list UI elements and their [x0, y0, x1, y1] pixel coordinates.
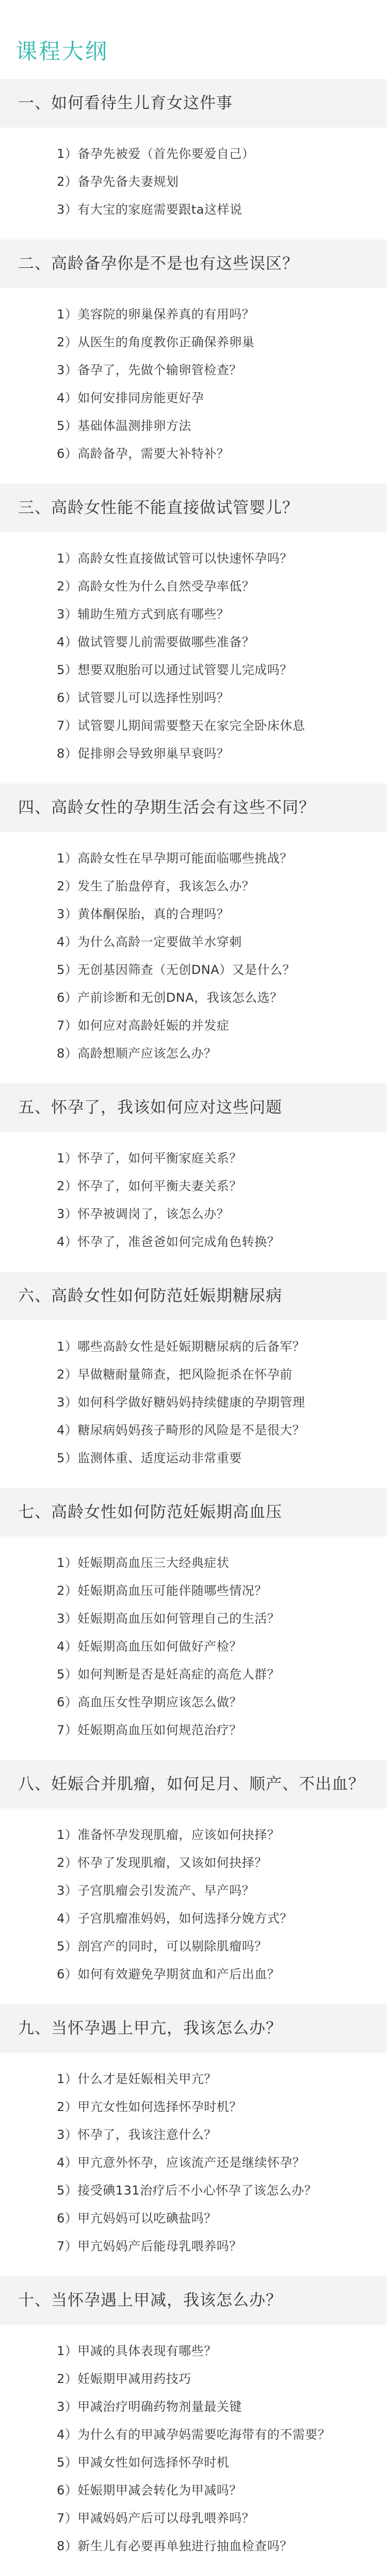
- lesson-title: 8）新生儿有必要再单独进行抽血检查吗？: [57, 2539, 293, 2553]
- lesson-title: 4）为什么有的甲减孕妈需要吃海带有的不需要？: [57, 2427, 331, 2442]
- lesson-item[interactable]: [0, 1605, 387, 1633]
- lesson-title: 2）备孕先备夫妻规划: [57, 174, 179, 189]
- lesson-list: [0, 1132, 387, 1260]
- lesson-title: 3）辅助生殖方式到底有哪些？: [57, 607, 230, 621]
- lesson-item[interactable]: [0, 412, 387, 440]
- lesson-item[interactable]: [0, 1577, 387, 1605]
- lesson-item[interactable]: [0, 384, 387, 412]
- lesson-title: 1）妊娠期高血压三大经典症状: [57, 1556, 230, 1570]
- chapter-title: 八、妊娠合并肌瘤，如何足月、顺产、不出血？: [18, 1775, 365, 1794]
- lesson-item[interactable]: [0, 2177, 387, 2204]
- lesson-item[interactable]: [0, 2337, 387, 2365]
- lesson-item[interactable]: [0, 712, 387, 740]
- lesson-title: 6）如何有效避免孕期贫血和产后出血？: [57, 1967, 280, 1981]
- lesson-title: 5）接受碘131治疗后不小心怀孕了该怎么办？: [57, 2183, 317, 2198]
- lesson-title: 5）剖宫产的同时，可以剔除肌瘤吗？: [57, 1939, 267, 1954]
- lesson-item[interactable]: [0, 2504, 387, 2532]
- lesson-item[interactable]: [0, 628, 387, 656]
- lesson-title: 5）基础体温测排卵方法: [57, 419, 191, 433]
- chapter-title: 三、高龄女性能不能直接做试管婴儿？: [18, 499, 299, 517]
- lesson-item[interactable]: [0, 356, 387, 384]
- chapter-list: [0, 79, 387, 2576]
- lesson-item[interactable]: [0, 740, 387, 767]
- lesson-item[interactable]: [0, 2421, 387, 2449]
- lesson-item[interactable]: [0, 1549, 387, 1577]
- lesson-item[interactable]: [0, 2532, 387, 2560]
- lesson-title: 1）高龄女性在早孕期可能面临哪些挑战？: [57, 851, 293, 866]
- lesson-title: 2）高龄女性为什么自然受孕率低？: [57, 579, 255, 594]
- lesson-item[interactable]: [0, 1877, 387, 1905]
- chapter-title: 十、当怀孕遇上甲减，我该怎么办？: [18, 2291, 282, 2310]
- lesson-item[interactable]: [0, 600, 387, 628]
- lesson-item[interactable]: [0, 328, 387, 356]
- lesson-item[interactable]: [0, 1012, 387, 1039]
- lesson-item[interactable]: [0, 572, 387, 600]
- lesson-title: 5）如何判断是否是妊高症的高危人群？: [57, 1667, 280, 1682]
- lesson-list: [0, 127, 387, 228]
- lesson-title: 3）如何科学做好糖妈妈持续健康的孕期管理: [57, 1395, 305, 1410]
- chapter-section: [0, 2004, 387, 2264]
- lesson-title: 3）怀孕被调岗了，该怎么办？: [57, 1207, 230, 1221]
- chapter-title: 五、怀孕了，我该如何应对这些问题: [18, 1098, 282, 1117]
- chapter-section: [0, 484, 387, 772]
- chapter-section: [0, 2276, 387, 2564]
- lesson-title: 3）有大宝的家庭需要跟ta这样说: [57, 202, 243, 217]
- lesson-item[interactable]: [0, 1688, 387, 1716]
- lesson-item[interactable]: [0, 2449, 387, 2476]
- chapter-header[interactable]: [0, 783, 387, 832]
- lesson-title: 2）早做糖耐量筛查，把风险扼杀在怀孕前: [57, 1367, 293, 1382]
- lesson-item[interactable]: [0, 2232, 387, 2260]
- lesson-item[interactable]: [0, 2149, 387, 2177]
- chapter-section: [0, 1760, 387, 1992]
- chapter-section: [0, 239, 387, 472]
- chapter-title: 四、高龄女性的孕期生活会有这些不同？: [18, 798, 315, 817]
- lesson-title: 4）糖尿病妈妈孩子畸形的风险是不是很大？: [57, 1423, 305, 1437]
- chapter-title: 七、高龄女性如何防范妊娠期高血压: [18, 1503, 282, 1522]
- lesson-title: 3）怀孕了，我该注意什么？: [57, 2127, 217, 2142]
- lesson-item[interactable]: [0, 1388, 387, 1416]
- lesson-title: 6）高血压女性孕期应该怎么做？: [57, 1695, 242, 1709]
- lesson-item[interactable]: [0, 1416, 387, 1444]
- chapter-section: [0, 1488, 387, 1748]
- lesson-title: 1）什么才是妊娠相关甲亢？: [57, 2072, 217, 2086]
- lesson-title: 4）妊娠期高血压如何做好产检？: [57, 1639, 242, 1654]
- chapter-title: 二、高龄备孕你是不是也有这些误区？: [18, 254, 299, 273]
- lesson-item[interactable]: [0, 2476, 387, 2504]
- lesson-item[interactable]: [0, 844, 387, 872]
- lesson-title: 8）高龄想顺产应该怎么办？: [57, 1046, 217, 1061]
- lesson-title: 4）为什么高龄一定要做羊水穿刺: [57, 935, 242, 949]
- lesson-title: 3）妊娠期高血压如何管理自己的生活？: [57, 1611, 280, 1626]
- lesson-list: [0, 2053, 387, 2264]
- chapter-title: 一、如何看待生儿育女这件事: [18, 94, 233, 113]
- lesson-title: 4）怀孕了，准爸爸如何完成角色转换？: [57, 1235, 280, 1249]
- lesson-item[interactable]: [0, 1228, 387, 1256]
- lesson-item[interactable]: [0, 1144, 387, 1172]
- lesson-item[interactable]: [0, 984, 387, 1012]
- lesson-item[interactable]: [0, 1849, 387, 1877]
- lesson-list: [0, 2325, 387, 2564]
- lesson-item[interactable]: [0, 2121, 387, 2149]
- lesson-title: 7）如何应对高龄妊娠的并发症: [57, 1018, 230, 1033]
- lesson-title: 5）甲减女性如何选择怀孕时机: [57, 2455, 230, 2470]
- lesson-item[interactable]: [0, 1660, 387, 1688]
- lesson-title: 7）试管婴儿期间需要整天在家完全卧床休息: [57, 718, 305, 733]
- lesson-title: 5）无创基因筛查（无创DNA）又是什么？: [57, 963, 296, 977]
- lesson-title: 1）备孕先被爱（首先你要爱自己）: [57, 147, 255, 161]
- lesson-list: [0, 832, 387, 1071]
- lesson-item[interactable]: [0, 1905, 387, 1932]
- lesson-item[interactable]: [0, 196, 387, 223]
- lesson-item[interactable]: [0, 1361, 387, 1388]
- chapter-header[interactable]: [0, 2276, 387, 2325]
- lesson-title: 3）备孕了，先做个输卵管检查？: [57, 363, 242, 377]
- chapter-section: [0, 783, 387, 1071]
- lesson-item[interactable]: [0, 140, 387, 168]
- lesson-item[interactable]: [0, 1200, 387, 1228]
- lesson-item[interactable]: [0, 1960, 387, 1988]
- lesson-title: 1）美容院的卵巢保养真的有用吗？: [57, 307, 255, 322]
- lesson-item[interactable]: [0, 545, 387, 572]
- lesson-title: 4）如何安排同房能更好孕: [57, 391, 204, 405]
- lesson-item[interactable]: [0, 1821, 387, 1849]
- lesson-item[interactable]: [0, 2365, 387, 2393]
- chapter-title: 六、高龄女性如何防范妊娠期糖尿病: [18, 1287, 282, 1305]
- chapter-header[interactable]: [0, 239, 387, 288]
- lesson-item[interactable]: [0, 2065, 387, 2093]
- lesson-title: 6）试管婴儿可以选择性别吗？: [57, 691, 230, 705]
- lesson-title: 2）妊娠期高血压可能伴随哪些情况？: [57, 1583, 267, 1598]
- lesson-item[interactable]: [0, 656, 387, 684]
- lesson-title: 2）甲亢女性如何选择怀孕时机？: [57, 2100, 242, 2114]
- lesson-title: 1）准备怀孕发现肌瘤，应该如何抉择？: [57, 1828, 280, 1842]
- lesson-item[interactable]: [0, 1444, 387, 1472]
- lesson-item[interactable]: [0, 2204, 387, 2232]
- lesson-title: 6）妊娠期甲减会转化为甲减吗？: [57, 2483, 242, 2498]
- chapter-header[interactable]: [0, 2004, 387, 2053]
- lesson-title: 1）怀孕了，如何平衡家庭关系？: [57, 1151, 242, 1165]
- lesson-list: [0, 1809, 387, 1992]
- page-title: 课程大纲: [15, 39, 109, 64]
- chapter-title: 九、当怀孕遇上甲亢，我该怎么办？: [18, 2019, 282, 2038]
- lesson-item[interactable]: [0, 872, 387, 900]
- lesson-title: 8）促排卵会导致卵巢早衰吗？: [57, 746, 230, 761]
- lesson-item[interactable]: [0, 928, 387, 956]
- lesson-item[interactable]: [0, 2393, 387, 2421]
- chapter-header[interactable]: [0, 484, 387, 532]
- lesson-item[interactable]: [0, 440, 387, 468]
- lesson-title: 1）哪些高龄女性是妊娠期糖尿病的后备军？: [57, 1339, 305, 1354]
- lesson-title: 3）子宫肌瘤会引发流产、早产吗？: [57, 1883, 255, 1898]
- lesson-title: 4）子宫肌瘤准妈妈，如何选择分娩方式？: [57, 1911, 293, 1926]
- lesson-title: 7）甲亢妈妈产后能母乳喂养吗？: [57, 2239, 242, 2253]
- lesson-title: 1）高龄女性直接做试管可以快速怀孕吗？: [57, 551, 293, 566]
- chapter-section: [0, 79, 387, 228]
- lesson-title: 3）甲减治疗明确药物剂量最关键: [57, 2399, 242, 2414]
- chapter-header[interactable]: [0, 1760, 387, 1809]
- lesson-item[interactable]: [0, 1932, 387, 1960]
- chapter-header[interactable]: [0, 79, 387, 127]
- lesson-list: [0, 532, 387, 772]
- lesson-item[interactable]: [0, 1039, 387, 1067]
- lesson-title: 7）甲减妈妈产后可以母乳喂养吗？: [57, 2511, 255, 2525]
- lesson-item[interactable]: [0, 300, 387, 328]
- lesson-title: 7）妊娠期高血压如何规范治疗？: [57, 1723, 242, 1737]
- lesson-item[interactable]: [0, 684, 387, 712]
- lesson-title: 6）产前诊断和无创DNA，我该怎么选？: [57, 990, 283, 1005]
- chapter-header[interactable]: [0, 1083, 387, 1132]
- lesson-title: 2）从医生的角度教你正确保养卵巢: [57, 335, 255, 349]
- chapter-header[interactable]: [0, 1272, 387, 1320]
- lesson-title: 2）怀孕了，如何平衡夫妻关系？: [57, 1179, 242, 1193]
- lesson-title: 3）黄体酮保胎，真的合理吗？: [57, 907, 230, 921]
- lesson-list: [0, 1320, 387, 1476]
- lesson-title: 2）怀孕了发现肌瘤，又该如何抉择？: [57, 1855, 267, 1870]
- chapter-section: [0, 1272, 387, 1476]
- lesson-list: [0, 288, 387, 472]
- lesson-title: 6）甲亢妈妈可以吃碘盐吗？: [57, 2211, 217, 2226]
- lesson-item[interactable]: [0, 1716, 387, 1744]
- lesson-title: 4）做试管婴儿前需要做哪些准备？: [57, 635, 255, 649]
- lesson-item[interactable]: [0, 1172, 387, 1200]
- lesson-item[interactable]: [0, 168, 387, 196]
- lesson-title: 4）甲亢意外怀孕，应该流产还是继续怀孕？: [57, 2155, 305, 2170]
- chapter-header[interactable]: [0, 1488, 387, 1537]
- lesson-title: 6）高龄备孕，需要大补特补？: [57, 446, 230, 461]
- lesson-item[interactable]: [0, 2093, 387, 2121]
- lesson-item[interactable]: [0, 1333, 387, 1361]
- lesson-item[interactable]: [0, 900, 387, 928]
- lesson-item[interactable]: [0, 1633, 387, 1660]
- lesson-list: [0, 1537, 387, 1748]
- lesson-title: 2）妊娠期甲减用药技巧: [57, 2372, 191, 2386]
- lesson-title: 5）监测体重、适度运动非常重要: [57, 1451, 242, 1465]
- chapter-section: [0, 1083, 387, 1260]
- lesson-title: 2）发生了胎盘停育，我该怎么办？: [57, 879, 255, 893]
- lesson-title: 5）想要双胞胎可以通过试管婴儿完成吗？: [57, 663, 293, 677]
- lesson-title: 1）甲减的具体表现有哪些？: [57, 2344, 217, 2358]
- lesson-item[interactable]: [0, 956, 387, 984]
